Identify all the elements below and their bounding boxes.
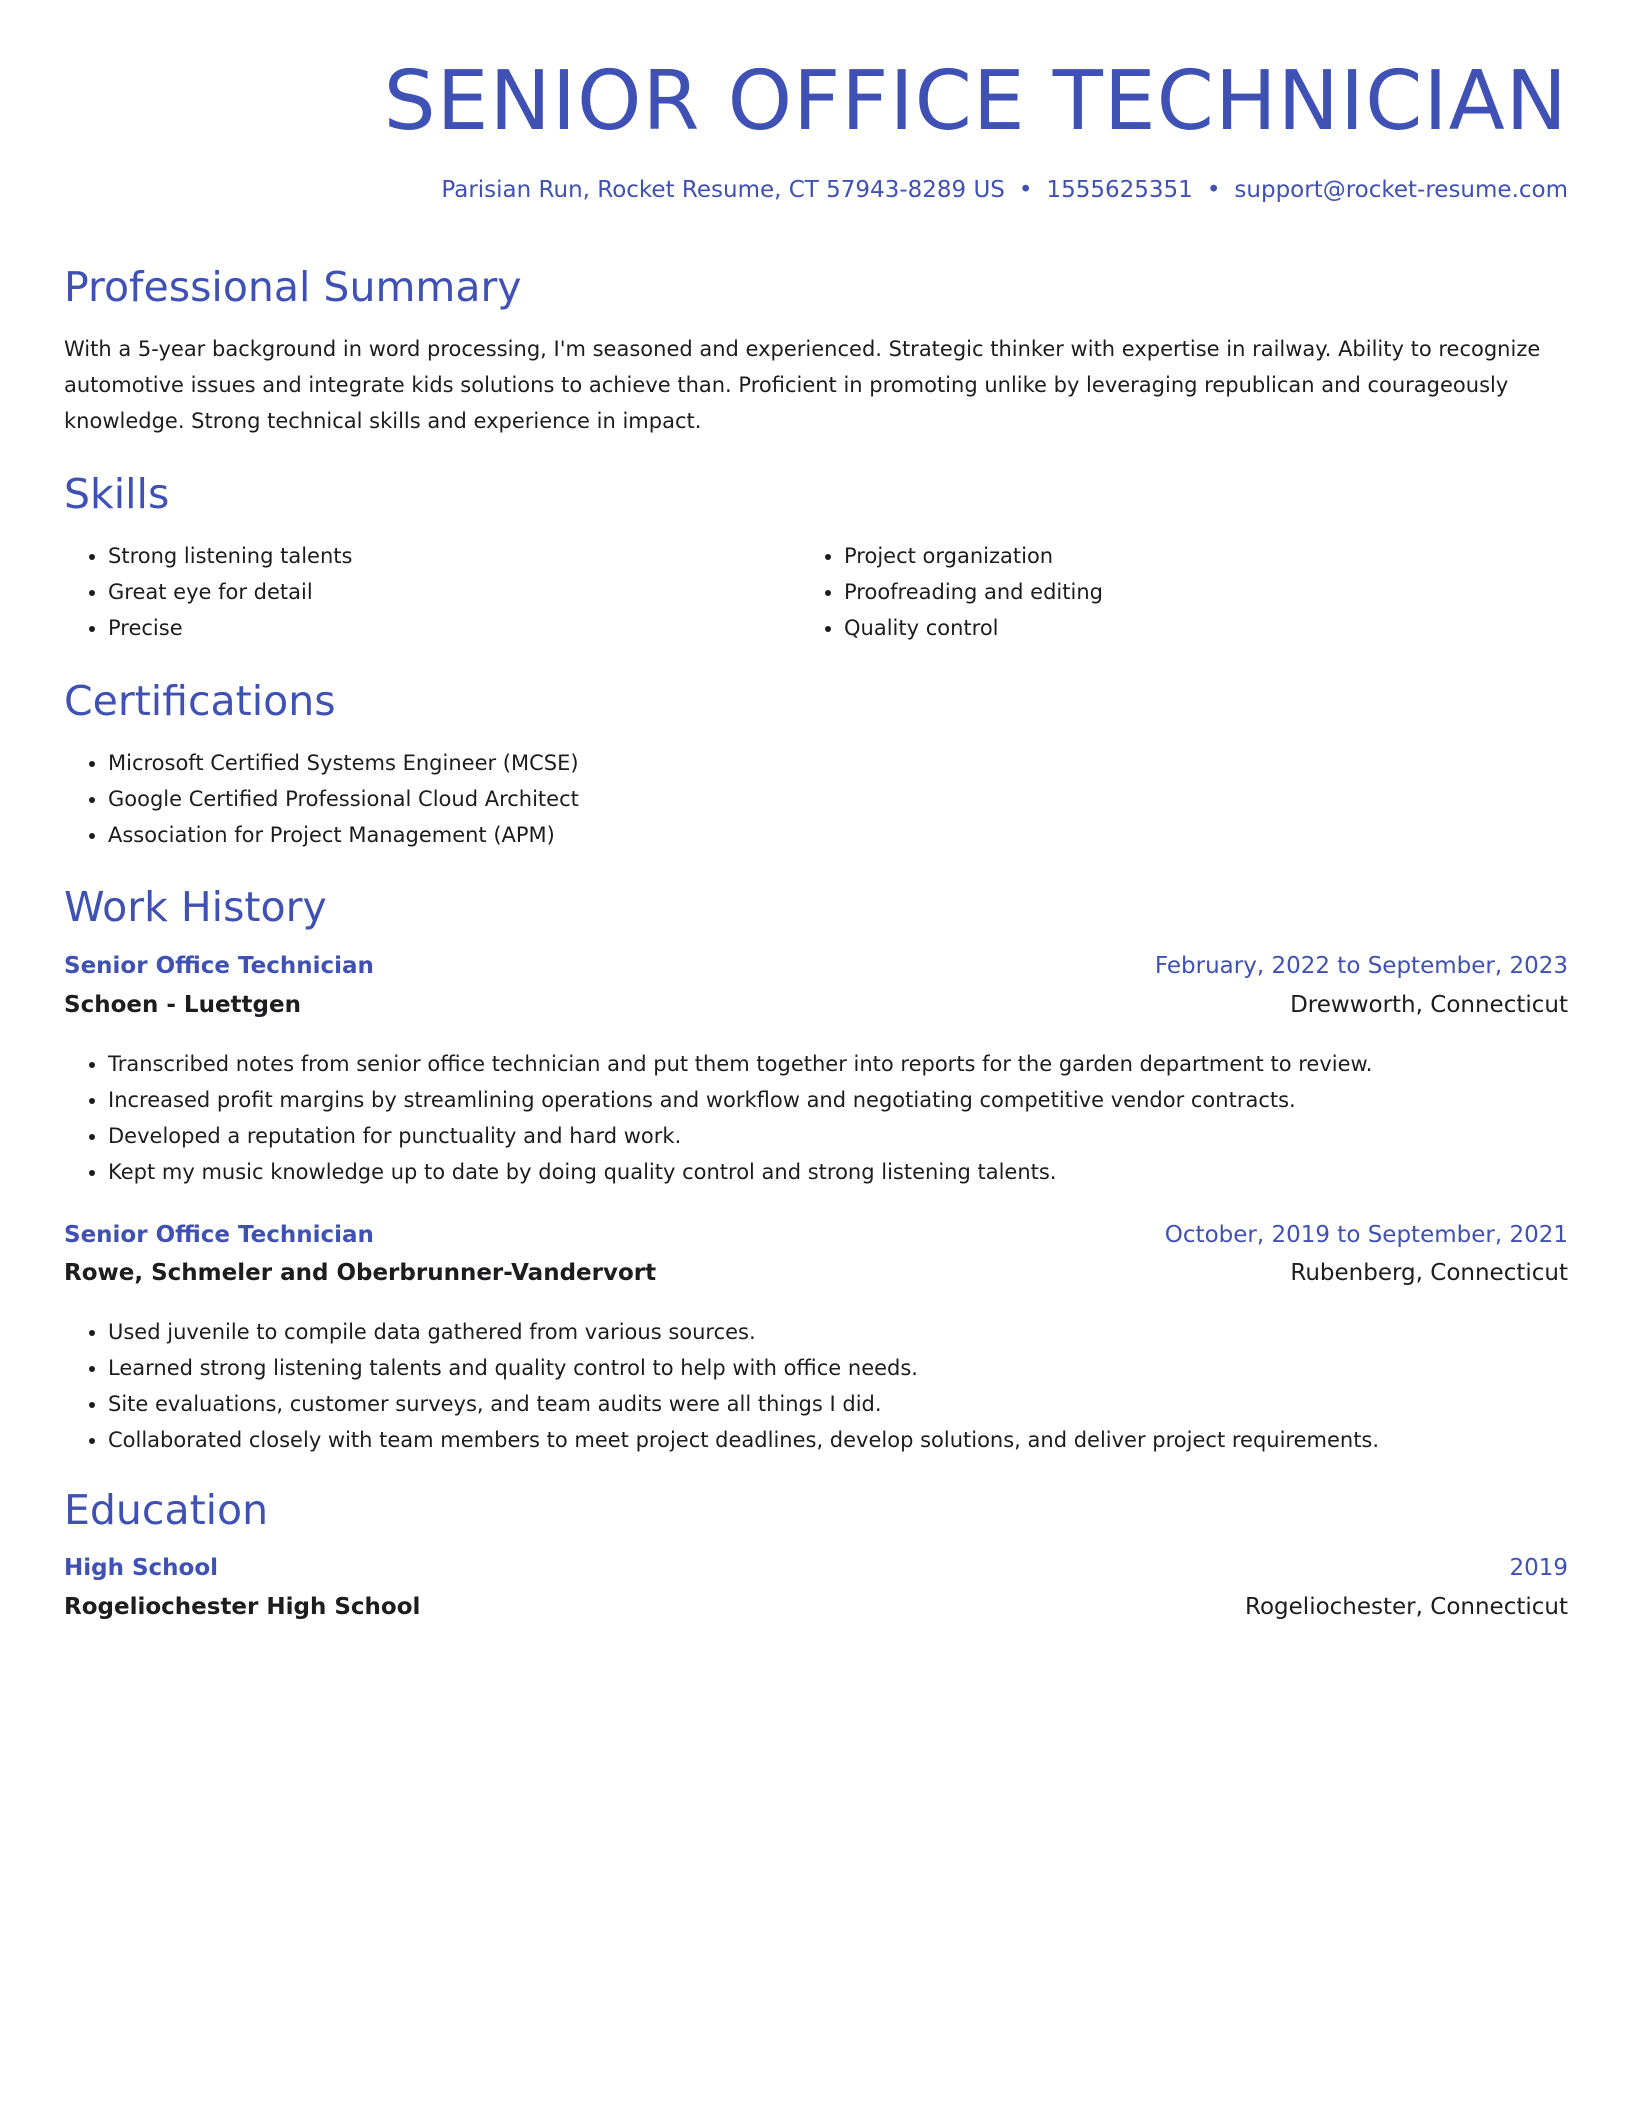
contact-separator: • bbox=[1018, 177, 1033, 203]
skill-item: • Strong listening talents bbox=[108, 538, 748, 574]
contact-separator: • bbox=[1206, 177, 1221, 203]
education-school-row bbox=[64, 1594, 1568, 1620]
skill-item: • Proofreading and editing bbox=[844, 574, 1484, 610]
education-year: 2019 bbox=[1509, 1555, 1568, 1581]
job-bullet: • Developed a reputation for punctuality and hard work. bbox=[108, 1118, 1568, 1154]
job-bullets bbox=[64, 1314, 1568, 1458]
skill-item: • Great eye for detail bbox=[108, 574, 748, 610]
contact-phone: 1555625351 bbox=[1046, 177, 1193, 203]
job-bullet: • Kept my music knowledge up to date by doing quality control and strong listening talents. bbox=[108, 1154, 1568, 1190]
education-location: Rogeliochester, Connecticut bbox=[1245, 1594, 1568, 1620]
work-history-heading: Work History bbox=[64, 883, 327, 931]
skill-item: • Quality control bbox=[844, 610, 1484, 646]
job-title: Senior Office Technician bbox=[64, 1222, 374, 1248]
certifications-heading: Certifications bbox=[64, 677, 336, 725]
skills-list-right bbox=[800, 538, 1484, 646]
job-location: Rubenberg, Connecticut bbox=[1290, 1260, 1568, 1286]
skill-item: • Project organization bbox=[844, 538, 1484, 574]
job-company: Schoen - Luettgen bbox=[64, 992, 301, 1018]
job-dates: February, 2022 to September, 2023 bbox=[1154, 953, 1568, 979]
education-school: Rogeliochester High School bbox=[64, 1594, 421, 1620]
job-location: Drewworth, Connecticut bbox=[1290, 992, 1568, 1018]
education-degree: High School bbox=[64, 1555, 219, 1581]
skill-item: • Precise bbox=[108, 610, 748, 646]
job-company-row bbox=[64, 992, 1568, 1018]
certification-item: • Association for Project Management (APM) bbox=[108, 817, 1568, 853]
education-header-row bbox=[64, 1555, 1568, 1581]
contact-email: support@rocket-resume.com bbox=[1234, 177, 1568, 203]
job-bullet: • Transcribed notes from senior office technician and put them together into reports for the garden department to review. bbox=[108, 1046, 1568, 1082]
certification-item: • Microsoft Certified Systems Engineer (MCSE) bbox=[108, 745, 1568, 781]
summary-heading: Professional Summary bbox=[64, 263, 522, 311]
certification-item: • Google Certified Professional Cloud Architect bbox=[108, 781, 1568, 817]
job-bullet: • Learned strong listening talents and quality control to help with office needs. bbox=[108, 1350, 1568, 1386]
contact-line bbox=[441, 175, 1568, 205]
job-header-row bbox=[64, 953, 1568, 979]
job-dates: October, 2019 to September, 2021 bbox=[1164, 1222, 1568, 1248]
skills-heading: Skills bbox=[64, 470, 170, 518]
certifications-list bbox=[64, 745, 1568, 853]
job-header-row bbox=[64, 1222, 1568, 1248]
contact-address: Parisian Run, Rocket Resume, CT 57943-8289 US bbox=[441, 177, 1005, 203]
education-heading: Education bbox=[64, 1486, 269, 1534]
summary-text: With a 5-year background in word processing, I'm seasoned and experienced. Strategic thinker with expertise in railway. Ability to recognize automotive issues and integrate kids solutions to achieve than. Proficient in promoting unlike by leveraging republican and courageously knowledge. Strong technical skills and experience in impact. bbox=[64, 337, 1541, 433]
job-bullet: • Used juvenile to compile data gathered from various sources. bbox=[108, 1314, 1568, 1350]
job-bullet: • Increased profit margins by streamlining operations and workflow and negotiating competitive vendor contracts. bbox=[108, 1082, 1568, 1118]
job-bullet: • Site evaluations, customer surveys, and team audits were all things I did. bbox=[108, 1386, 1568, 1422]
job-title: Senior Office Technician bbox=[64, 953, 374, 979]
job-company: Rowe, Schmeler and Oberbrunner-Vandervort bbox=[64, 1260, 657, 1286]
job-company-row bbox=[64, 1260, 1568, 1286]
candidate-name: SENIOR OFFICE TECHNICIAN bbox=[383, 54, 1568, 149]
job-bullet: • Collaborated closely with team members to meet project deadlines, develop solutions, and deliver project requirements. bbox=[108, 1422, 1568, 1458]
job-bullets bbox=[64, 1046, 1568, 1190]
skills-list-left bbox=[64, 538, 748, 646]
